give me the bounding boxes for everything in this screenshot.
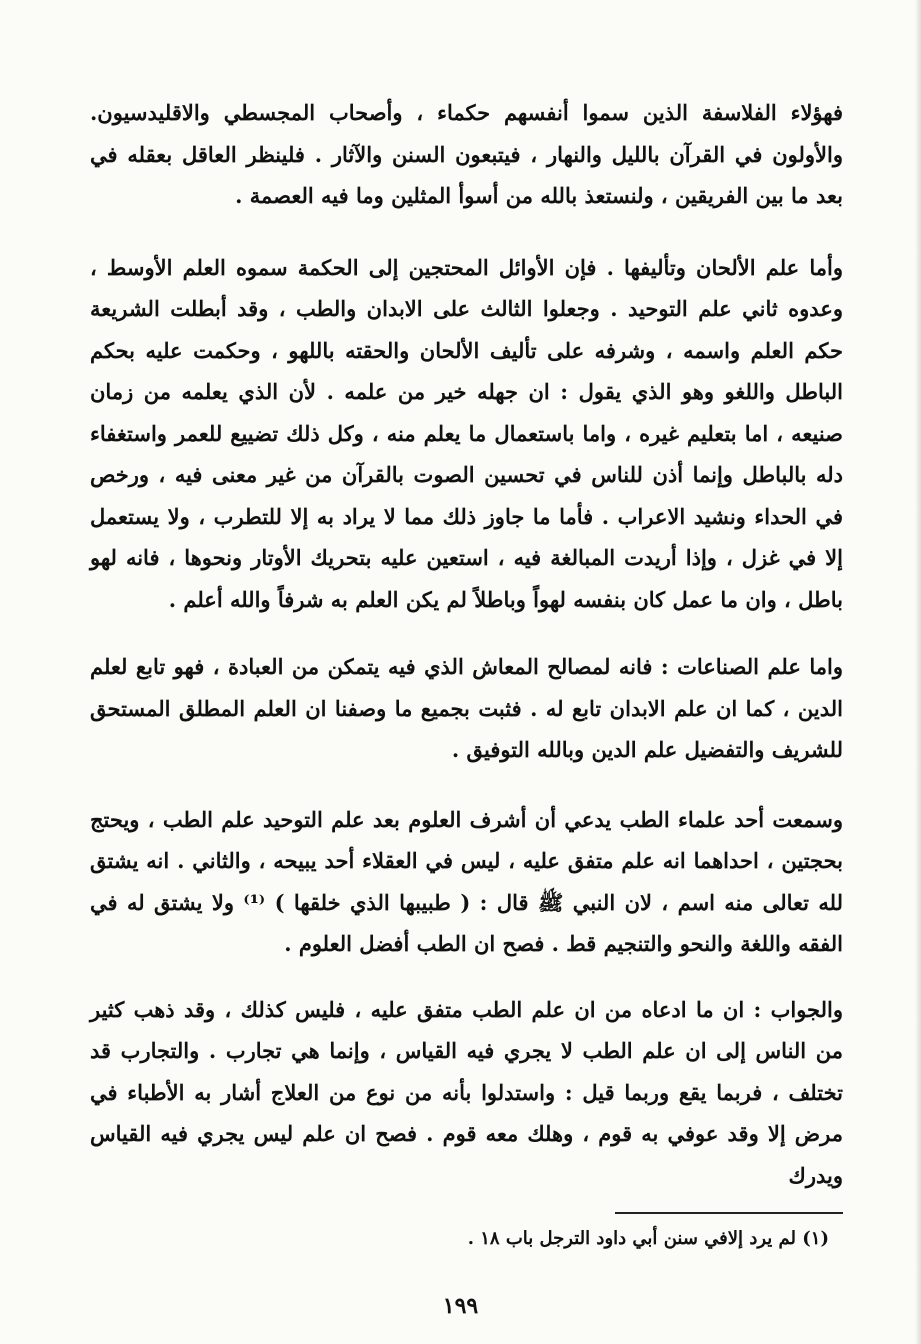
page-number: ١٩٩ <box>442 1293 479 1319</box>
paragraph-4: وسمعت أحد علماء الطب يدعي أن أشرف العلوم بعد علم التوحيد علم الطب ، ويحتج بحجتين ، احداهما انه علم متفق عليه ، ليس في العقلاء أحد يبيحه ، والثاني . انه يشتق لله تعالى منه اسم ، لان النبي ﷺ قال : ( طبيبها الذي خلقها ) ⁽¹⁾ ولا يشتق له في الفقه واللغة والنحو والتنجيم قط . فصح ان الطب أفضل العلوم . <box>90 806 843 956</box>
paragraph-2: وأما علم الألحان وتأليفها . فإن الأوائل المحتجين إلى الحكمة سموه العلم الأوسط ، وعدوه ثاني علم التوحيد . وجعلوا الثالث على الابدان والطب ، وقد أبطلت الشريعة حكم العلم واسمه ، وشرفه على تأليف الألحان والحقته باللهو ، وحكمت عليه بحكم الباطل واللغو وهو الذي يقول : ان جهله خير من علمه . لأن الذي يعلمه من زمان صنيعه ، اما بتعليم غيره ، واما باستعمال ما يعلم منه ، وكل ذلك تضييع للعمر واستغفاء دله بالباطل وإنما أذن للناس في تحسين الصوت بالقرآن من غير معنى فيه ، ورخص في الحداء ونشيد الاعراب . فأما ما جاوز ذلك مما لا يراد به إلا للتطرب ، ولا يستعمل إلا في غزل ، وإذا أريدت المبالغة فيه ، استعين عليه بتحريك الأوتار ونحوها ، فانه لهو باطل ، وان ما عمل كان بنفسه لهواً وباطلاً لم يكن العلم به شرفاً والله أعلم . <box>90 254 843 612</box>
footnote-divider <box>615 1212 843 1214</box>
page-edge-shadow <box>915 0 921 1344</box>
paragraph-5: والجواب : ان ما ادعاه من ان علم الطب متفق عليه ، فليس كذلك ، وقد ذهب كثير من الناس إلى ان علم الطب لا يجري فيه القياس ، وإنما هي تجارب . والتجارب قد تختلف ، فربما يقع وربما قيل : واستدلوا بأنه من نوع من العلاج أشار به الأطباء في مرض إلا وقد عوفي به قوم ، وهلك معه قوم . فصح ان علم ليس يجري فيه القياس ويدرك <box>90 996 843 1188</box>
paragraph-3: واما علم الصناعات : فانه لمصالح المعاش الذي فيه يتمكن من العبادة ، فهو تابع لعلم الدين ، كما ان علم الابدان تابع له . فثبت بجميع ما وصفنا ان العلم المطلق المستحق للشريف والتفضيل علم الدين وبالله التوفيق . <box>90 654 843 762</box>
paragraph-1: فهؤلاء الفلاسفة الذين سموا أنفسهم حكماء ، وأصحاب المجسطي والاقليدسيون. والأولون في القرآن بالليل والنهار ، فيتبعون السنن والآثار . فلينظر العاقل بعقله في بعد ما بين الفريقين ، ولنستعذ بالله من أسوأ المثلين وما فيه العصمة . <box>90 100 843 208</box>
main-text <box>90 92 843 1196</box>
footnote: (١) لم يرد إلافي سنن أبي داود الترجل باب ١٨ . <box>467 1228 829 1249</box>
